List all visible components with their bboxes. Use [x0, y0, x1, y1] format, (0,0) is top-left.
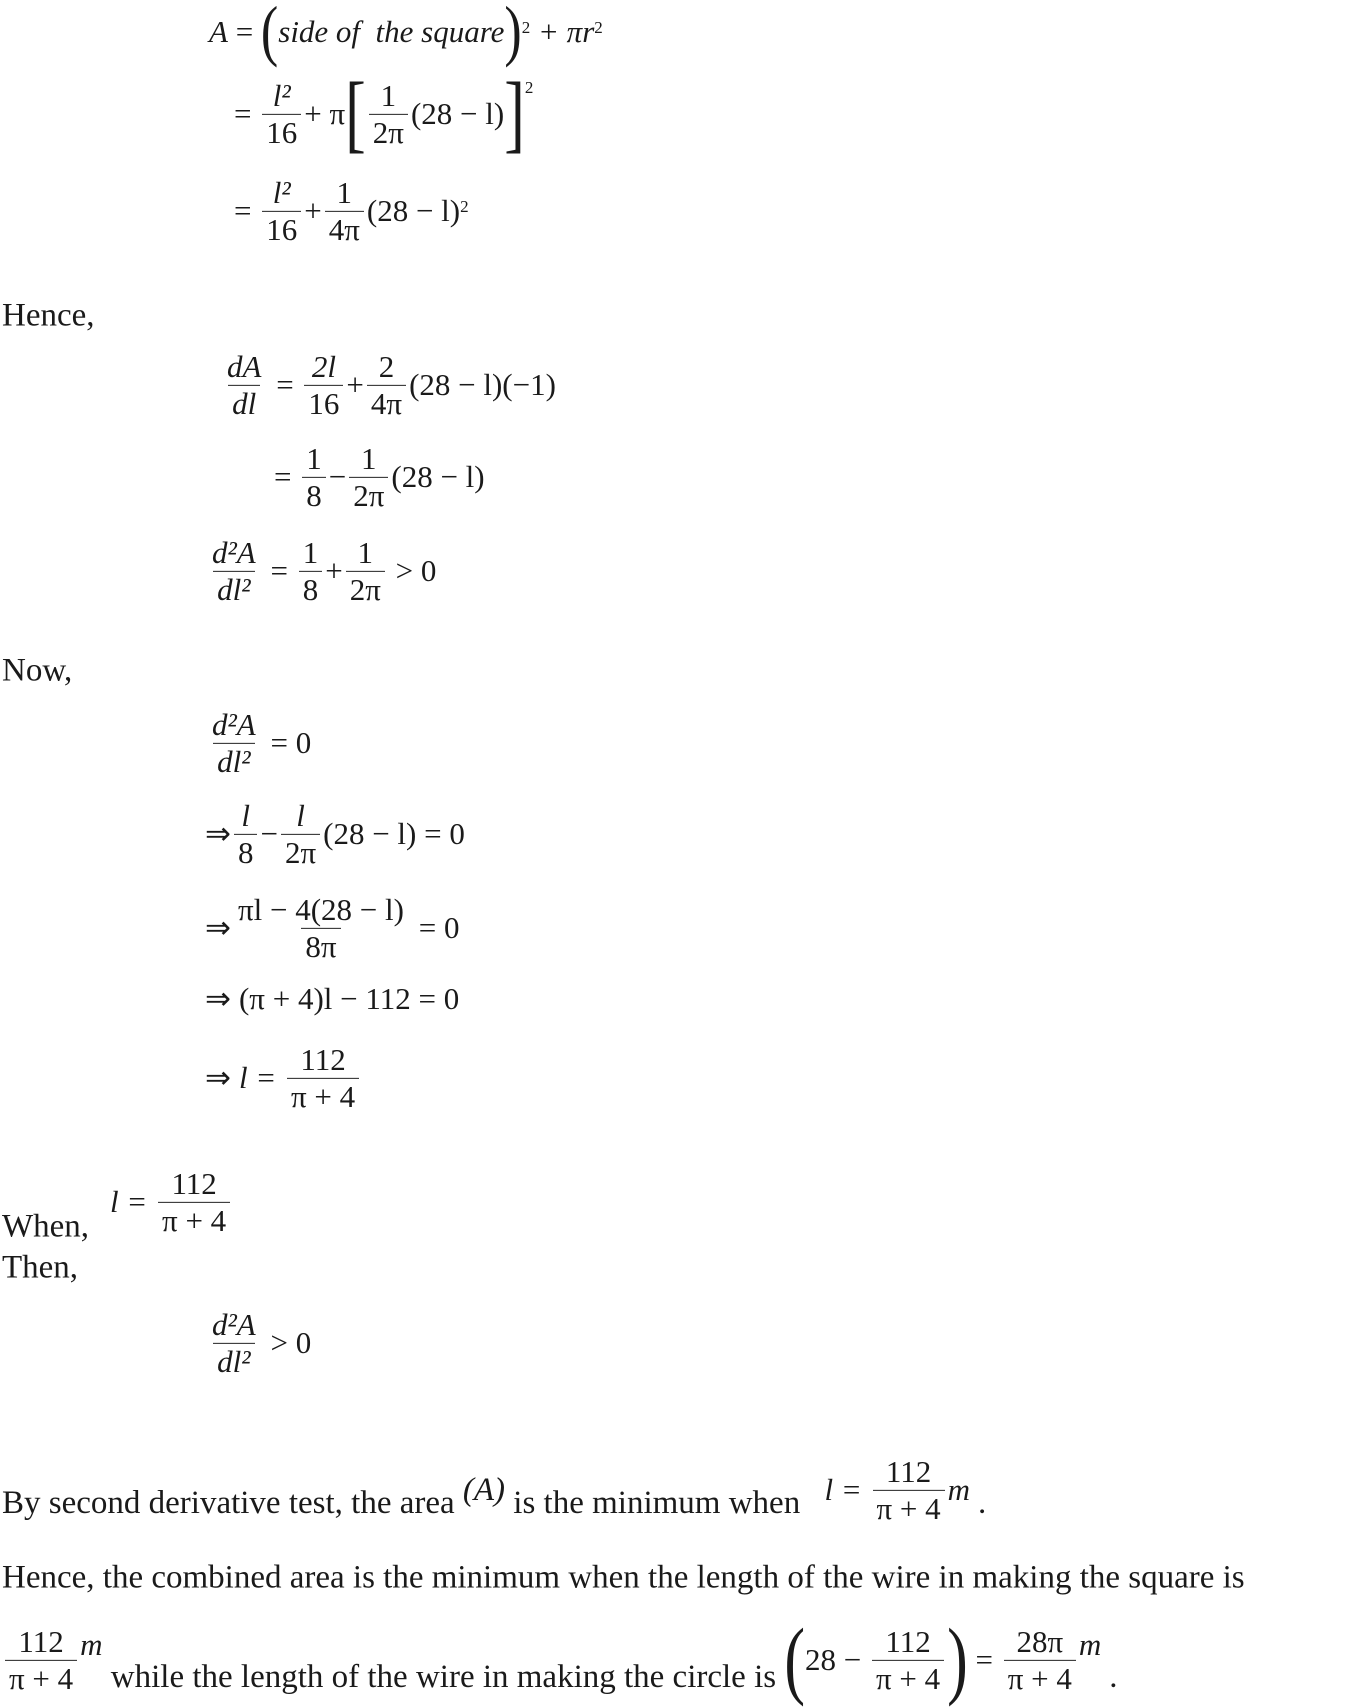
equals-zero: = 0: [262, 725, 312, 760]
fraction: [208, 707, 260, 779]
fraction: [208, 535, 260, 607]
numerator: 112: [171, 1165, 217, 1201]
numerator: 1: [357, 534, 374, 570]
right-bracket: ]: [504, 66, 525, 162]
paren-expression: (28 − l): [410, 96, 505, 131]
denominator: 8: [234, 834, 258, 871]
fraction: [234, 798, 258, 870]
fraction: [208, 1307, 260, 1379]
fraction: [349, 441, 388, 513]
unit: m: [80, 1627, 103, 1662]
final-text: while the length of the wire in making the circle is: [102, 1659, 785, 1696]
fraction: [367, 349, 406, 421]
conclusion-line: [2, 1454, 986, 1526]
side-of-square-text: side of the square: [278, 14, 505, 49]
denominator: π + 4: [287, 1078, 359, 1115]
exponent: 2: [521, 18, 531, 37]
plus: +: [304, 193, 322, 228]
area-equation: [209, 0, 603, 69]
step-2: [205, 892, 459, 964]
numerator: l: [296, 797, 305, 833]
numerator: 112: [885, 1623, 931, 1659]
denominator: dl²: [213, 743, 254, 780]
denominator: 16: [304, 385, 343, 422]
open-paren: (: [784, 1612, 805, 1708]
exponent: 2: [524, 78, 534, 97]
denominator: π + 4: [872, 1660, 944, 1697]
fraction: [304, 349, 343, 421]
fraction: [873, 1454, 945, 1526]
denominator: dl²: [213, 1343, 254, 1380]
fraction: [325, 175, 364, 247]
inequality: > 0: [387, 553, 437, 588]
numerator: l²: [272, 174, 291, 210]
paren-expression: (28 − l)(−1): [409, 367, 556, 402]
when-label: When,: [2, 1208, 90, 1245]
denominator: 16: [262, 211, 301, 248]
denominator: 8π: [301, 928, 340, 965]
numerator: 1: [361, 440, 377, 476]
numerator: 112: [18, 1623, 64, 1659]
numerator: 1: [306, 440, 322, 476]
paren-expression: (28 − l): [391, 459, 485, 494]
denominator: dl: [228, 385, 260, 422]
fraction: [299, 535, 323, 607]
l-equals: l =: [824, 1472, 870, 1507]
conclusion-text: By second derivative test, the area: [2, 1485, 463, 1522]
exponent: 2: [460, 197, 469, 216]
paren-expression: (28 − l) = 0: [323, 816, 465, 851]
denominator: π + 4: [873, 1490, 945, 1527]
first-derivative: [220, 349, 556, 421]
implies-arrow: ⇒: [205, 1060, 231, 1095]
numerator: dA: [227, 348, 262, 384]
numerator: l: [241, 797, 251, 833]
first-derivative-simplified: [274, 441, 485, 513]
fraction: [872, 1624, 944, 1696]
equals: =: [262, 553, 296, 588]
denominator: 2π: [369, 114, 408, 151]
numerator: 28π: [1016, 1623, 1064, 1659]
minus: −: [328, 459, 347, 494]
twenty-eight-minus: 28 −: [805, 1642, 869, 1677]
l-equals: l =: [238, 1060, 285, 1095]
fraction: [1004, 1624, 1076, 1696]
minus: −: [260, 816, 278, 851]
denominator: 4π: [325, 211, 364, 248]
denominator: 16: [262, 114, 301, 151]
implies-arrow: ⇒: [205, 816, 231, 851]
unit: m: [947, 1472, 971, 1507]
numerator: 112: [885, 1453, 932, 1489]
fraction: [223, 349, 265, 421]
denominator: 8: [299, 571, 323, 608]
plus: +: [346, 367, 364, 402]
area-symbol: (A): [462, 1471, 506, 1508]
close-paren: ): [947, 1612, 968, 1708]
close-paren: ): [504, 0, 522, 69]
numerator: 1: [336, 174, 353, 210]
equals: =: [967, 1642, 1001, 1677]
equals: =: [234, 193, 260, 228]
denominator: 8: [302, 477, 326, 514]
denominator: dl²: [213, 571, 254, 608]
step-1: [205, 798, 465, 870]
area-line-2: [234, 66, 534, 162]
plus-pi: + π: [304, 96, 346, 131]
then-label: Then,: [2, 1249, 79, 1286]
conclusion-text: is the minimum when: [505, 1485, 809, 1522]
denominator: 2π: [346, 571, 385, 608]
when-equation: [110, 1166, 233, 1238]
numerator: d²A: [212, 534, 256, 570]
denominator: π + 4: [5, 1660, 77, 1697]
inequality: > 0: [262, 1325, 312, 1360]
equals-zero: = 0: [410, 910, 460, 945]
step-0: [205, 707, 311, 779]
step-3: [205, 981, 459, 1017]
fraction: [369, 78, 408, 150]
numerator: 112: [300, 1041, 346, 1077]
area-symbol: A: [209, 14, 228, 49]
fraction: [262, 78, 301, 150]
unit: m: [1078, 1627, 1102, 1662]
denominator: π + 4: [1004, 1660, 1076, 1697]
equals: =: [274, 459, 300, 494]
numerator: d²A: [212, 706, 256, 742]
numerator: 2l: [311, 348, 336, 384]
numerator: d²A: [212, 1306, 256, 1342]
fraction: [262, 175, 301, 247]
now-label: Now,: [2, 652, 73, 689]
fraction: [5, 1624, 77, 1696]
left-bracket: [: [345, 66, 366, 162]
fraction: [281, 798, 320, 870]
final-text-line-1: Hence, the combined area is the minimum when the length of the wire in making the square is: [2, 1559, 1245, 1596]
fraction: [234, 892, 408, 964]
expression: (π + 4)l − 112 = 0: [238, 981, 460, 1016]
hence-label: Hence,: [2, 297, 95, 334]
implies-arrow: ⇒: [205, 981, 231, 1016]
paren-expression: (28 − l): [366, 193, 461, 228]
step-4: [205, 1042, 362, 1114]
second-derivative: [205, 535, 436, 607]
equals: =: [227, 14, 261, 49]
l-equals: l =: [110, 1184, 156, 1219]
area-line-3: [234, 175, 469, 247]
implies-arrow: ⇒: [205, 910, 231, 945]
plus: +: [325, 553, 343, 588]
equals: =: [268, 367, 302, 402]
numerator: 1: [380, 77, 397, 113]
numerator: πl − 4(28 − l): [237, 891, 404, 927]
numerator: 1: [302, 534, 319, 570]
denominator: 2π: [281, 834, 320, 871]
open-paren: (: [260, 0, 279, 69]
period: .: [978, 1485, 987, 1522]
denominator: 2π: [349, 477, 388, 514]
fraction: [302, 441, 326, 513]
exponent: 2: [594, 18, 603, 37]
period: .: [1109, 1659, 1118, 1696]
fraction: [287, 1042, 359, 1114]
denominator: 4π: [367, 385, 406, 422]
fraction: [346, 535, 385, 607]
numerator: l²: [272, 77, 291, 113]
then-equation: [205, 1307, 311, 1379]
final-line-2: [2, 1612, 1118, 1708]
numerator: 2: [378, 348, 395, 384]
equals: =: [234, 96, 260, 131]
fraction: [158, 1166, 230, 1238]
denominator: π + 4: [158, 1202, 230, 1239]
pi-r-term: + πr: [530, 14, 595, 49]
